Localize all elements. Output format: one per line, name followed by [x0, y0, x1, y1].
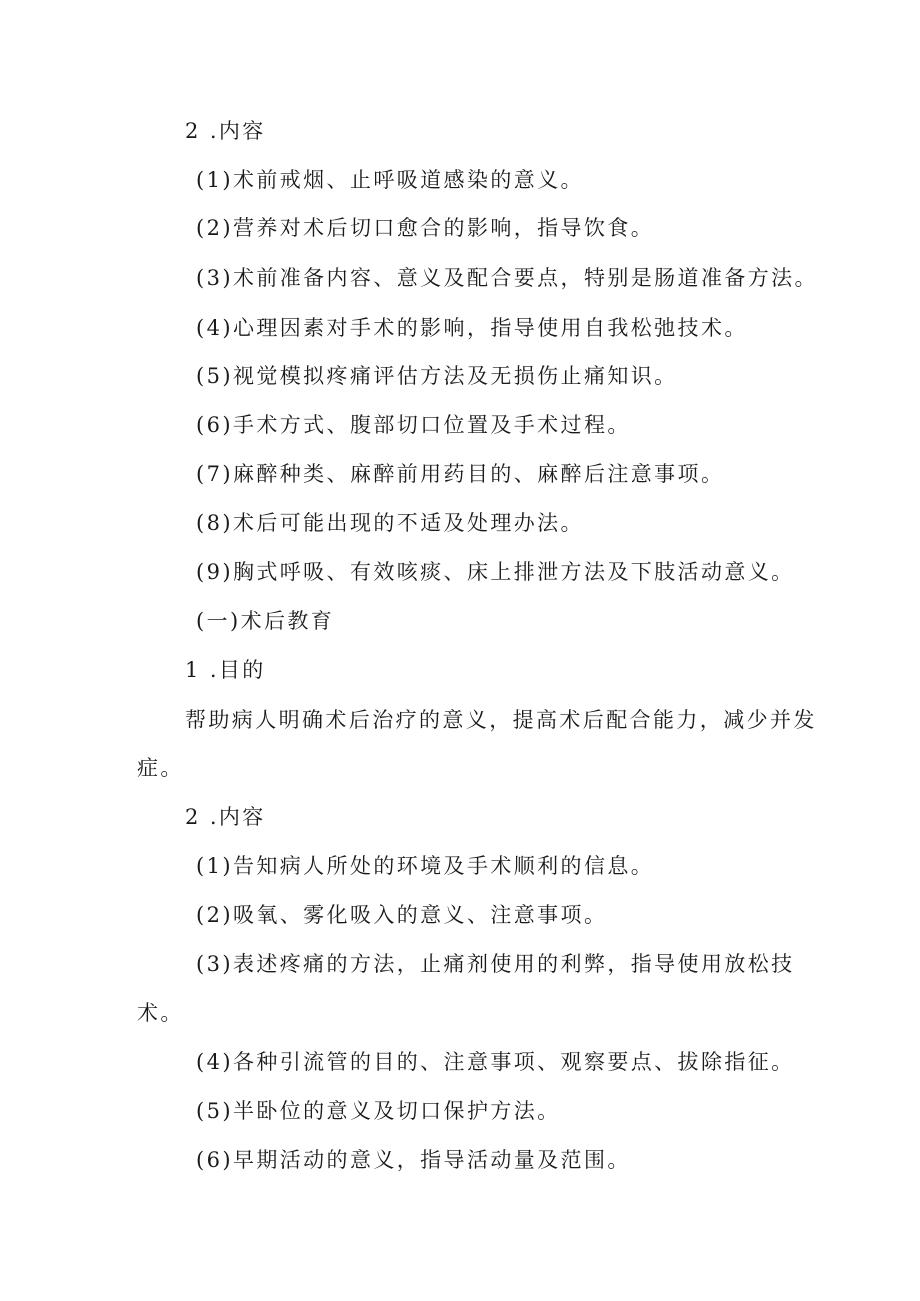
list-item: (1)告知病人所处的环境及手术顺利的信息。: [196, 854, 655, 878]
list-item-continued: 术。: [137, 1001, 184, 1025]
paragraph-purpose-continued: 症。: [137, 756, 184, 780]
section-heading-postop-education: (一)术后教育: [196, 609, 335, 633]
subheading-content: 2 .内容: [185, 805, 266, 829]
list-item: (3)表述疼痛的方法，止痛剂使用的利弊，指导使用放松技: [196, 952, 795, 976]
section-heading-content: 2 .内容: [185, 119, 266, 143]
subheading-purpose: 1 .目的: [185, 658, 266, 682]
list-item: (1)术前戒烟、止呼吸道感染的意义。: [196, 168, 584, 192]
list-item: (2)营养对术后切口愈合的影响，指导饮食。: [196, 216, 655, 240]
list-item: (6)早期活动的意义，指导活动量及范围。: [196, 1148, 631, 1172]
paragraph-purpose: 帮助病人明确术后治疗的意义，提高术后配合能力，减少并发: [185, 708, 817, 732]
list-item: (4)各种引流管的目的、注意事项、观察要点、拔除指征。: [196, 1050, 795, 1074]
list-item: (6)手术方式、腹部切口位置及手术过程。: [196, 413, 631, 437]
list-item: (2)吸氧、雾化吸入的意义、注意事项。: [196, 903, 608, 927]
list-item: (5)视觉模拟疼痛评估方法及无损伤止痛知识。: [196, 364, 678, 388]
list-item: (4)心理因素对手术的影响，指导使用自我松弛技术。: [196, 316, 748, 340]
list-item: (9)胸式呼吸、有效咳痰、床上排泄方法及下肢活动意义。: [196, 560, 795, 584]
list-item: (7)麻醉种类、麻醉前用药目的、麻醉后注意事项。: [196, 462, 725, 486]
list-item: (3)术前准备内容、意义及配合要点，特别是肠道准备方法。: [196, 266, 818, 290]
list-item: (8)术后可能出现的不适及处理办法。: [196, 511, 584, 535]
list-item: (5)半卧位的意义及切口保护方法。: [196, 1099, 561, 1123]
